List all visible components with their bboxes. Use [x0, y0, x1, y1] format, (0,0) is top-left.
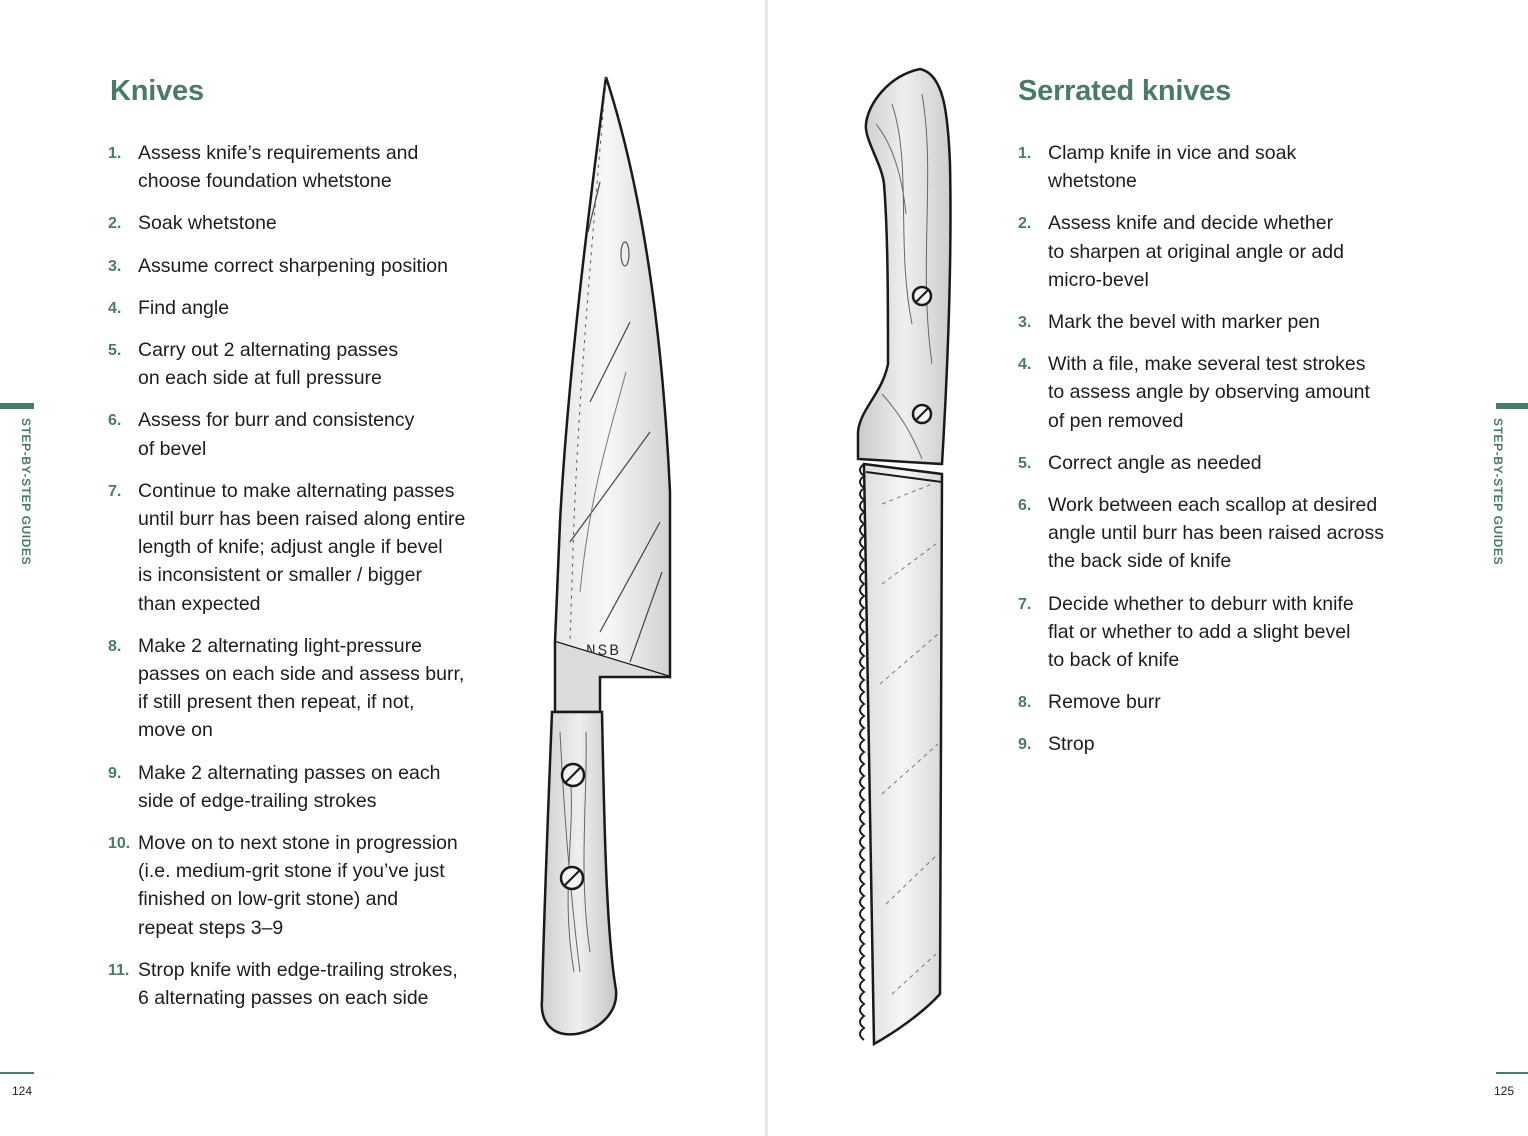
- section-tab-bar: [0, 403, 34, 409]
- step-text: Correct angle as needed: [1048, 451, 1262, 474]
- steps-list: [108, 139, 518, 1026]
- step-text: Assess knife and decide whether to sharpen at original angle or add micro-bevel: [1048, 212, 1344, 291]
- step-number: 4.: [108, 299, 122, 317]
- step-item: [1018, 308, 1428, 336]
- page-number: 124: [12, 1084, 33, 1098]
- step-text: Work between each scallop at desired angle until burr has been raised across the back side of knife: [1048, 494, 1385, 573]
- step-text: Assume correct sharpening position: [138, 254, 448, 277]
- step-text: Clamp knife in vice and soak whetstone: [1048, 142, 1297, 193]
- step-text: Remove burr: [1048, 691, 1161, 714]
- step-number: 6.: [1018, 497, 1032, 515]
- step-number: 11.: [108, 961, 130, 979]
- step-item: [1018, 139, 1428, 195]
- step-number: 4.: [1018, 356, 1032, 374]
- step-number: 7.: [108, 482, 122, 500]
- step-text: Soak whetstone: [138, 212, 277, 235]
- section-tab: [19, 418, 39, 588]
- step-text: Mark the bevel with marker pen: [1048, 311, 1321, 334]
- serrated-knife-icon: [852, 64, 982, 1054]
- step-item: [1018, 590, 1428, 675]
- step-number: 5.: [1018, 454, 1032, 472]
- step-text: Find angle: [138, 296, 230, 319]
- step-number: 3.: [108, 257, 122, 275]
- section-tab-label: STEP-BY-STEP GUIDES: [19, 418, 33, 566]
- step-text: Make 2 alternating light-pressure passes on each side and assess burr, if still present then repeat, if not, move on: [138, 634, 465, 742]
- step-item: [108, 294, 518, 322]
- step-item: [108, 477, 518, 618]
- page-number: 125: [1494, 1084, 1515, 1098]
- step-number: 3.: [1018, 314, 1032, 332]
- step-number: 2.: [108, 215, 122, 233]
- step-number: 1.: [1018, 145, 1032, 162]
- step-text: Strop knife with edge-trailing strokes, 6 alternating passes on each side: [138, 958, 458, 1010]
- step-item: [108, 759, 518, 815]
- chef-knife-icon: [530, 72, 680, 1042]
- step-item: [1018, 449, 1428, 477]
- step-text: With a file, make several test strokes to assess angle by observing amount of pen removed: [1048, 353, 1370, 432]
- step-text: Strop: [1048, 733, 1095, 756]
- step-number: 9.: [108, 764, 122, 782]
- step-item: [1018, 209, 1428, 294]
- step-item: [1018, 491, 1428, 576]
- step-number: 2.: [1018, 215, 1032, 233]
- step-item: [108, 252, 518, 280]
- steps-list: [1018, 139, 1428, 773]
- step-text: Carry out 2 alternating passes on each side at full pressure: [138, 339, 399, 390]
- page-title: Serrated knives: [1018, 75, 1232, 107]
- section-tab: [1491, 418, 1511, 588]
- step-text: Continue to make alternating passes until burr has been raised along entire length of knife; adjust angle if bevel is inconsistent or smaller / bigger than expected: [138, 479, 466, 615]
- step-text: Assess for burr and consistency of bevel: [138, 409, 415, 460]
- section-tab-label: STEP-BY-STEP GUIDES: [1491, 418, 1505, 566]
- step-number: 7.: [1018, 595, 1032, 613]
- step-item: [1018, 350, 1428, 435]
- step-item: [1018, 730, 1428, 758]
- step-text: Make 2 alternating passes on each side of edge-trailing strokes: [138, 761, 441, 812]
- section-tab-bar: [1496, 403, 1528, 409]
- step-text: Move on to next stone in progression (i.e. medium-grit stone if you’ve just finished on low-grit stone) and repeat steps 3–9: [138, 832, 458, 939]
- step-item: [1018, 688, 1428, 716]
- step-item: [108, 139, 518, 195]
- step-number: 9.: [1018, 736, 1032, 754]
- step-item: [108, 956, 518, 1012]
- step-item: [108, 336, 518, 392]
- step-number: 5.: [108, 342, 122, 360]
- step-number: 10.: [108, 835, 131, 853]
- step-item: [108, 406, 518, 462]
- step-text: Decide whether to deburr with knife flat or whether to add a slight bevel to back of knife: [1048, 592, 1354, 672]
- footer-rule: [0, 1072, 34, 1074]
- right-page: [768, 0, 1528, 1136]
- step-number: 1.: [108, 145, 122, 162]
- step-item: [108, 632, 518, 745]
- step-item: [108, 829, 518, 942]
- step-number: 8.: [108, 637, 122, 655]
- blade-stamp: NSB: [586, 642, 621, 660]
- step-number: 8.: [1018, 694, 1032, 712]
- step-number: 6.: [108, 412, 122, 430]
- step-text: Assess knife’s requirements and choose foundation whetstone: [138, 142, 419, 193]
- page-title: Knives: [110, 75, 204, 107]
- footer-rule: [1496, 1072, 1528, 1074]
- step-item: [108, 209, 518, 237]
